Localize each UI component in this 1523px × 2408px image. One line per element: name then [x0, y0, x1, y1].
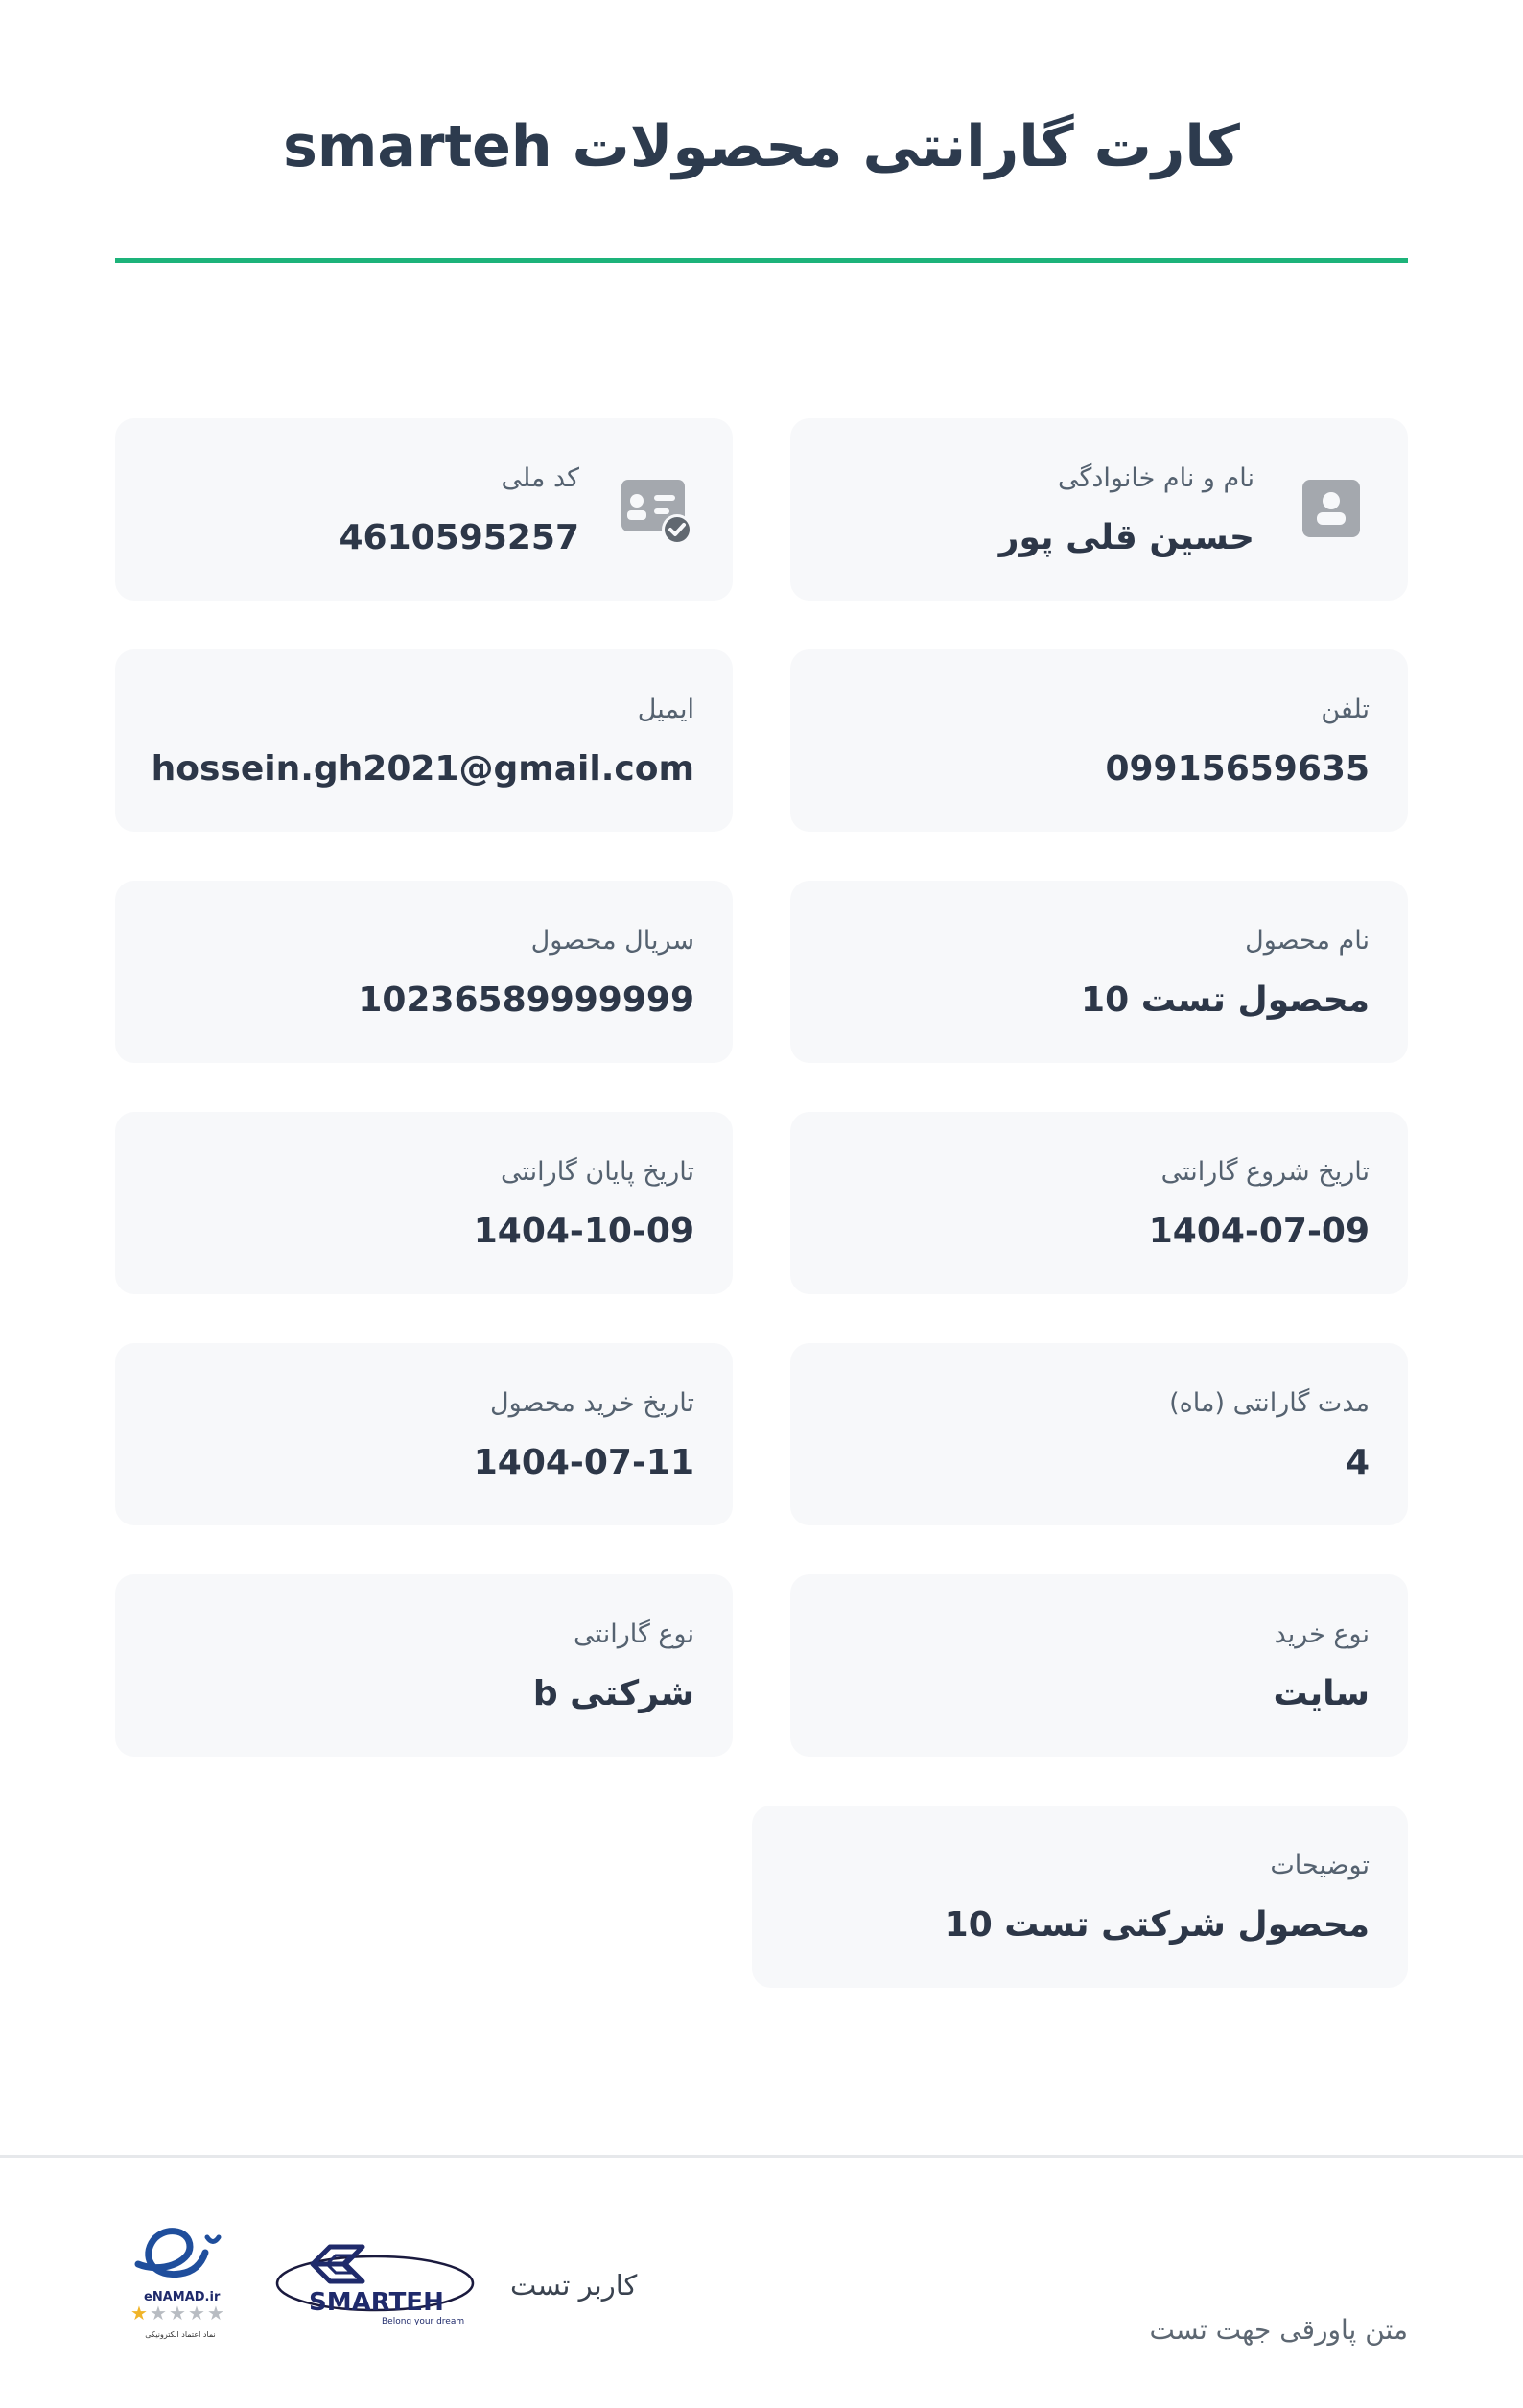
title-divider: [115, 258, 1408, 263]
id-card-check-icon: [621, 480, 694, 551]
user-icon: [1302, 480, 1360, 541]
full-name-label: نام و نام خانوادگی: [1058, 463, 1254, 493]
warranty-duration-value: 4: [1345, 1443, 1370, 1482]
product-name-card: [790, 881, 1408, 1063]
warranty-start-value: 1404-07-09: [1148, 1212, 1370, 1251]
phone-label: تلفن: [1321, 695, 1370, 724]
description-value: محصول شرکتی تست 10: [944, 1905, 1370, 1945]
email-value: hossein.gh2021@gmail.com: [151, 749, 694, 789]
purchase-date-label: تاریخ خرید محصول: [489, 1388, 694, 1418]
star-icon: ★: [188, 2302, 205, 2325]
purchase-date-value: 1404-07-11: [473, 1443, 694, 1482]
full-name-value: حسین قلی پور: [998, 518, 1254, 557]
star-icon: ★: [169, 2302, 186, 2325]
smarteh-logo-text: SMARTEH: [309, 2288, 444, 2317]
email-label: ایمیل: [637, 695, 694, 724]
purchase-type-value: سایت: [1273, 1674, 1370, 1713]
purchase-type-card: [790, 1574, 1408, 1757]
footer-user-name: کاربر تست: [510, 2269, 638, 2302]
smarteh-logo: [274, 2235, 476, 2331]
warranty-type-value: شرکتی b: [532, 1674, 694, 1713]
purchase-type-label: نوع خرید: [1274, 1619, 1370, 1649]
warranty-end-label: تاریخ پایان گارانتی: [501, 1157, 694, 1187]
warranty-type-label: نوع گارانتی: [574, 1619, 694, 1649]
national-code-label: کد ملی: [501, 463, 579, 493]
footer-divider: [0, 2155, 1523, 2158]
warranty-end-card: [115, 1112, 733, 1294]
enamad-rating-stars: [130, 2302, 224, 2325]
product-serial-value: 10236589999999: [358, 980, 694, 1020]
description-card: [752, 1806, 1408, 1988]
enamad-logo-text: eNAMAD.ir: [144, 2290, 221, 2304]
description-label: توضیحات: [1270, 1851, 1370, 1880]
email-card: [115, 649, 733, 832]
phone-card: [790, 649, 1408, 832]
enamad-logo-caption: نماد اعتماد الکترونیکی: [145, 2330, 216, 2339]
product-name-label: نام محصول: [1245, 926, 1370, 956]
purchase-date-card: [115, 1343, 733, 1525]
product-serial-label: سریال محصول: [530, 926, 694, 956]
product-name-value: محصول تست 10: [1081, 980, 1370, 1020]
product-serial-card: [115, 881, 733, 1063]
national-code-value: 4610595257: [339, 518, 579, 557]
star-icon: ★: [150, 2302, 167, 2325]
enamad-logo[interactable]: [123, 2214, 234, 2345]
phone-value: 09915659635: [1105, 749, 1370, 789]
warranty-duration-label: مدت گارانتی (ماه): [1169, 1388, 1370, 1418]
national-code-card: [115, 418, 733, 601]
warranty-start-label: تاریخ شروع گارانتی: [1160, 1157, 1370, 1187]
star-icon: ★: [207, 2302, 224, 2325]
footer-note: متن پاورقی جهت تست: [1149, 2314, 1408, 2346]
warranty-type-card: [115, 1574, 733, 1757]
full-name-card: [790, 418, 1408, 601]
warranty-start-card: [790, 1112, 1408, 1294]
warranty-end-value: 1404-10-09: [473, 1212, 694, 1251]
page-title: کارت گارانتی محصولات smarteh: [283, 113, 1240, 180]
warranty-duration-card: [790, 1343, 1408, 1525]
star-icon: ★: [130, 2302, 148, 2325]
smarteh-logo-tagline: Belong your dream: [382, 2317, 465, 2326]
